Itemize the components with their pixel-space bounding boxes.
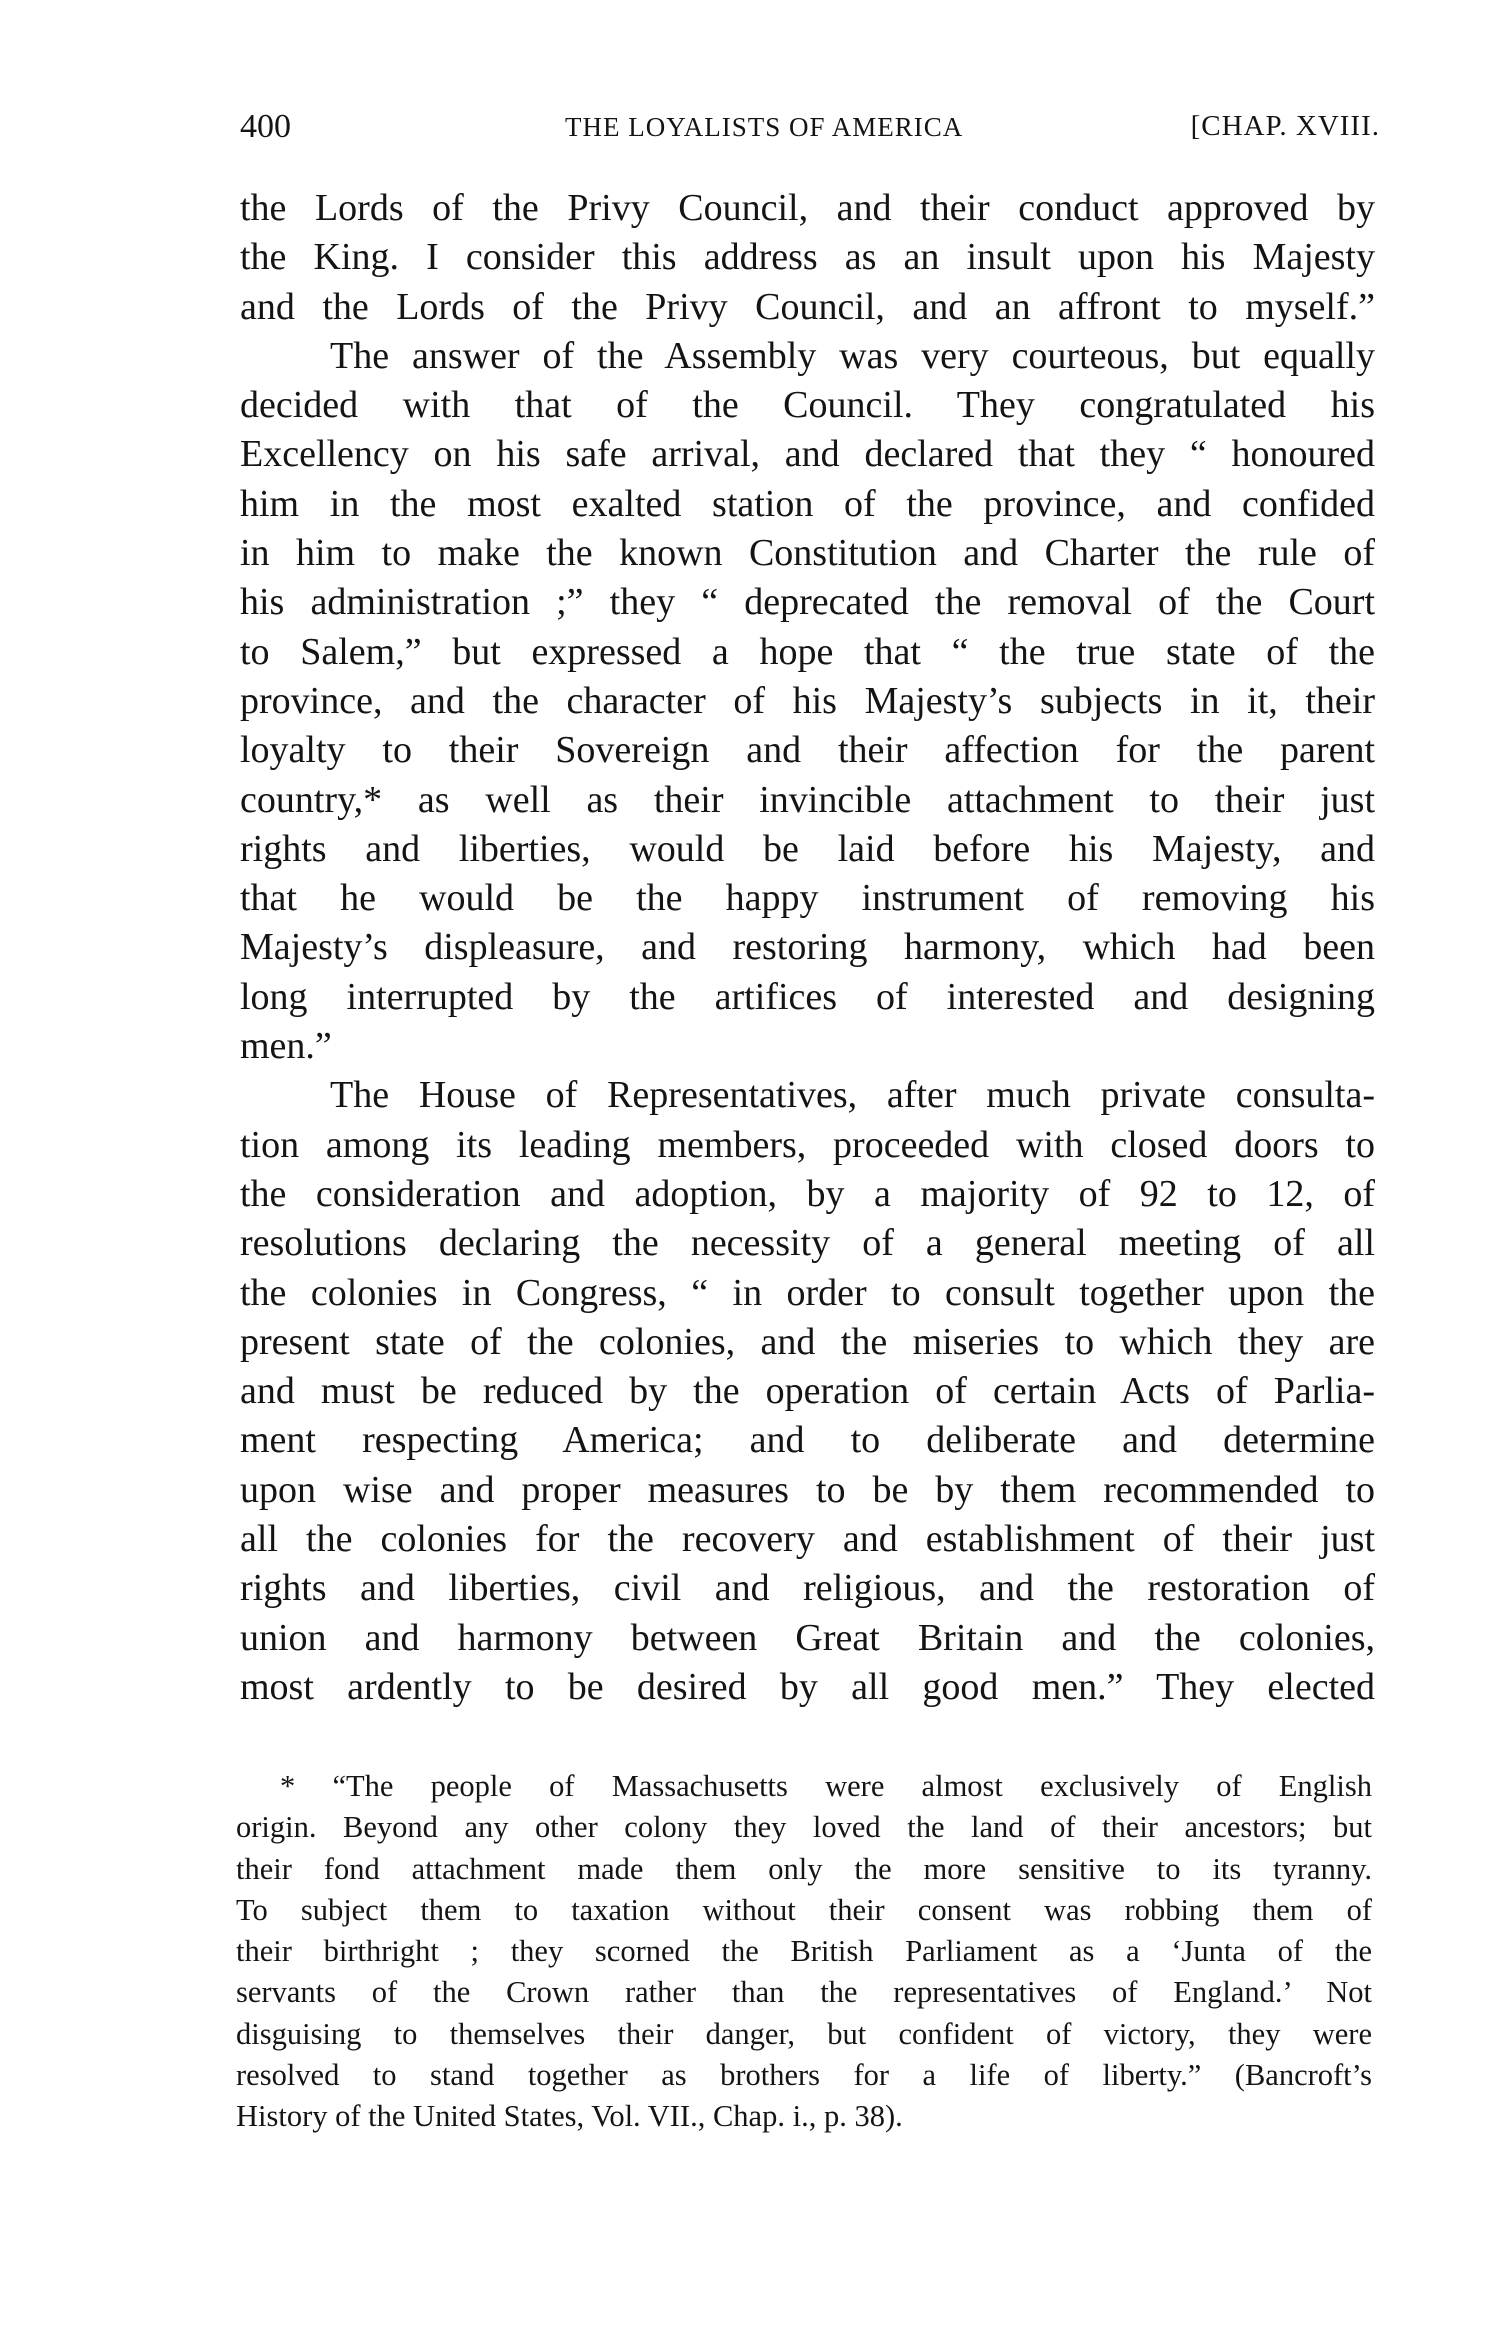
footnote: [236, 1766, 1372, 2138]
text-line: rights and liberties, civil and religious, and the restoration of: [240, 1567, 1375, 1610]
footnote-line: resolved to stand together as brothers for a life of liberty.” (Bancroft’s: [236, 2058, 1372, 2093]
text-line: long interrupted by the artifices of interested and designing: [240, 975, 1375, 1018]
text-line: tion among its leading members, proceeded with closed doors to: [240, 1123, 1375, 1166]
running-title: THE LOYALISTS OF AMERICA: [565, 112, 964, 142]
page-number: 400: [240, 108, 291, 145]
text-line: most ardently to be desired by all good men.” They elected: [240, 1665, 1375, 1708]
text-line: union and harmony between Great Britain and the colonies,: [240, 1616, 1375, 1659]
footnote-line: their birthright ; they scorned the British Parliament as a ‘Junta of the: [236, 1934, 1372, 1969]
text-line: province, and the character of his Majesty’s subjects in it, their: [240, 679, 1375, 722]
chapter-label: [CHAP. XVIII.: [1190, 110, 1380, 142]
footnote-line: servants of the Crown rather than the representatives of England.’ Not: [236, 1975, 1372, 2010]
footnote-line: origin. Beyond any other colony they loved the land of their ancestors; but: [236, 1810, 1372, 1845]
text-line: loyalty to their Sovereign and their affection for the parent: [240, 729, 1375, 772]
text-line: his administration ;” they “ deprecated the removal of the Court: [240, 581, 1375, 624]
text-line: to Salem,” but expressed a hope that “ the true state of the: [240, 630, 1375, 673]
body-text: [240, 184, 1375, 1712]
text-line: Majesty’s displeasure, and restoring harmony, which had been: [240, 926, 1375, 969]
text-line: that he would be the happy instrument of removing his: [240, 877, 1375, 920]
text-line: country,* as well as their invincible attachment to their just: [240, 778, 1375, 821]
footnote-line: their fond attachment made them only the more sensitive to its tyranny.: [236, 1851, 1372, 1886]
text-line: and must be reduced by the operation of certain Acts of Parlia-: [240, 1370, 1375, 1413]
text-line: and the Lords of the Privy Council, and an affront to myself.”: [240, 285, 1375, 328]
text-line: all the colonies for the recovery and establishment of their just: [240, 1518, 1375, 1561]
footnote-line: History of the United States, Vol. VII., Chap. i., p. 38).: [236, 2099, 903, 2134]
text-line: rights and liberties, would be laid before his Majesty, and: [240, 827, 1375, 870]
text-line: upon wise and proper measures to be by them recommended to: [240, 1468, 1375, 1511]
text-line: decided with that of the Council. They congratulated his: [240, 384, 1375, 427]
text-line: ment respecting America; and to deliberate and determine: [240, 1419, 1375, 1462]
text-line: men.”: [240, 1025, 332, 1068]
footnote-line: * “The people of Massachusetts were almost exclusively of English: [280, 1769, 1372, 1803]
footnote-line: disguising to themselves their danger, but confident of victory, they were: [236, 2016, 1372, 2051]
text-line: him in the most exalted station of the province, and confided: [240, 482, 1375, 525]
text-line: Excellency on his safe arrival, and declared that they “ honoured: [240, 433, 1375, 476]
text-line: The answer of the Assembly was very courteous, but equally: [330, 334, 1375, 377]
footnote-line: To subject them to taxation without their consent was robbing them of: [236, 1892, 1372, 1927]
text-line: present state of the colonies, and the miseries to which they are: [240, 1320, 1375, 1363]
text-line: resolutions declaring the necessity of a general meeting of all: [240, 1222, 1375, 1265]
text-line: the colonies in Congress, “ in order to consult together upon the: [240, 1271, 1375, 1314]
text-line: the Lords of the Privy Council, and their conduct approved by: [240, 187, 1375, 229]
text-line: the consideration and adoption, by a majority of 92 to 12, of: [240, 1172, 1375, 1215]
text-line: the King. I consider this address as an insult upon his Majesty: [240, 236, 1375, 279]
running-header: [240, 108, 1380, 152]
text-line: The House of Representatives, after much private consulta-: [330, 1074, 1375, 1117]
text-line: in him to make the known Constitution and Charter the rule of: [240, 532, 1375, 575]
